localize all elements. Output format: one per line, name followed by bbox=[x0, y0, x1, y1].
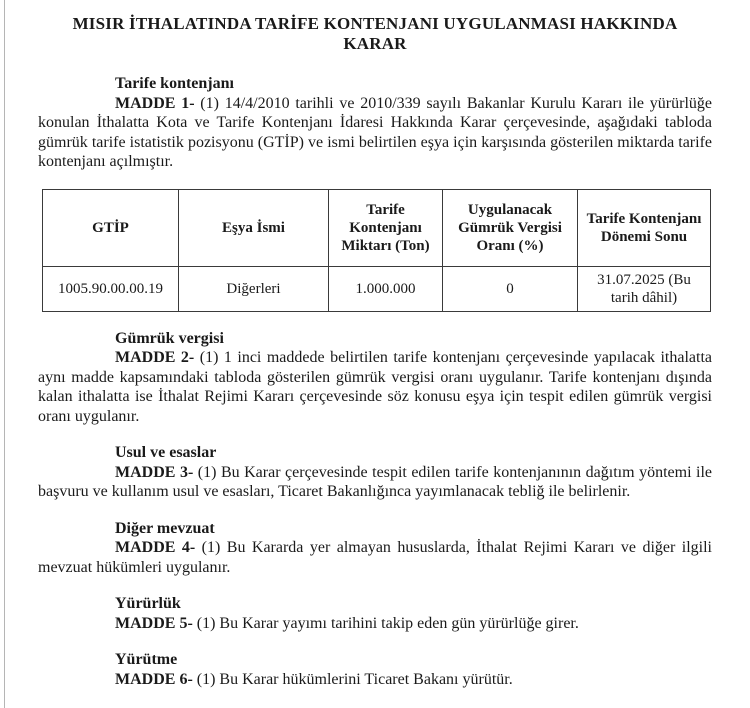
madde-label: MADDE 1- bbox=[115, 94, 195, 112]
document-title: MISIR İTHALATINDA TARİFE KONTENJANI UYGULANMASI HAKKINDA KARAR bbox=[72, 14, 678, 53]
madde-text: (1) Bu Karar yayımı tarihini takip eden gün yürürlüğe girer. bbox=[192, 614, 579, 632]
table-cell-gtip: 1005.90.00.00.19 bbox=[43, 266, 179, 311]
table-cell-donemi-sonu: 31.07.2025 (Bu tarih dâhil) bbox=[578, 266, 711, 311]
section-tarife-kontenjani bbox=[38, 74, 712, 172]
section-paragraph bbox=[38, 614, 712, 634]
madde-text: (1) 1 inci maddede belirtilen tarife kontenjanı çerçevesinde yapılacak ithalatta aynı madde kapsamındaki tabloda gösterilen gümrük vergisi oranı uygulanır. Tarife kontenjanı dışında kalan ithalatta ise İthalat Rejimi Kararı çerçevesinde söz konusu eşya için tespit edilen gümrük vergisi oranı uygulanır. bbox=[38, 349, 713, 425]
table-cell-esya-ismi: Diğerleri bbox=[179, 266, 329, 311]
quota-table bbox=[42, 189, 711, 312]
table-header-gtip: GTİP bbox=[43, 189, 179, 266]
madde-label: MADDE 4- bbox=[115, 539, 196, 556]
section-heading: Yürütme bbox=[115, 651, 178, 668]
madde-label: MADDE 3- bbox=[115, 463, 194, 481]
madde-text: (1) Bu Karar hükümlerini Ticaret Bakanı yürütür. bbox=[192, 670, 513, 688]
madde-label: MADDE 6- bbox=[115, 670, 193, 688]
table-header-gumruk-vergisi-orani: Uygulanacak Gümrük Vergisi Oranı (%) bbox=[443, 189, 578, 266]
section-heading: Usul ve esaslar bbox=[115, 444, 217, 461]
table-header-row bbox=[43, 189, 711, 266]
table-row bbox=[43, 266, 711, 311]
madde-text: (1) Bu Kararda yer almayan hususlarda, İthalat Rejimi Kararı ve diğer ilgili mevzuat hükümleri uygulanır. bbox=[38, 539, 712, 576]
madde-label: MADDE 2- bbox=[115, 349, 195, 366]
table-cell-gumruk-vergisi-orani: 0 bbox=[443, 266, 578, 311]
section-paragraph bbox=[38, 538, 712, 577]
section-usul-ve-esaslar bbox=[38, 443, 712, 502]
section-paragraph bbox=[38, 348, 712, 426]
section-yururluk bbox=[38, 594, 712, 633]
section-paragraph bbox=[38, 670, 712, 690]
section-heading: Diğer mevzuat bbox=[115, 519, 215, 537]
madde-text: (1) 14/4/2010 tarihli ve 2010/339 sayılı Bakanlar Kurulu Kararı ile yürürlüğe konulan İthalatta Kota ve Tarife Kontenjanı İdaresi Hakkında Karar çerçevesinde, aşağıdaki tabloda gümrük tarife istatistik pozisyonu (GTİP) ve ismi belirtilen eşya için karşısında gösterilen miktarda tarife kontenjanı açılmıştır. bbox=[38, 94, 712, 170]
table-cell-kontenjan-miktari: 1.000.000 bbox=[329, 266, 443, 311]
page-edge-line bbox=[4, 0, 5, 708]
madde-label: MADDE 5- bbox=[115, 614, 193, 632]
section-yurutme bbox=[38, 650, 712, 689]
table-header-esya-ismi: Eşya İsmi bbox=[179, 189, 329, 266]
section-heading: Yürürlük bbox=[115, 595, 181, 612]
table-header-donemi-sonu: Tarife Kontenjanı Dönemi Sonu bbox=[578, 189, 711, 266]
section-diger-mevzuat bbox=[38, 519, 712, 578]
madde-text: (1) Bu Karar çerçevesinde tespit edilen tarife kontenjanının dağıtım yöntemi ile başvuru ve kullanım usul ve esasları, Ticaret Bakanlığınca yayımlanacak tebliğ ile belirlenir. bbox=[38, 463, 713, 500]
section-paragraph bbox=[38, 94, 712, 172]
section-paragraph bbox=[38, 463, 712, 502]
section-heading: Gümrük vergisi bbox=[115, 329, 224, 347]
section-gumruk-vergisi bbox=[38, 329, 712, 427]
section-heading: Tarife kontenjanı bbox=[115, 75, 234, 92]
table-header-kontenjan-miktari: Tarife Kontenjanı Miktarı (Ton) bbox=[329, 189, 443, 266]
